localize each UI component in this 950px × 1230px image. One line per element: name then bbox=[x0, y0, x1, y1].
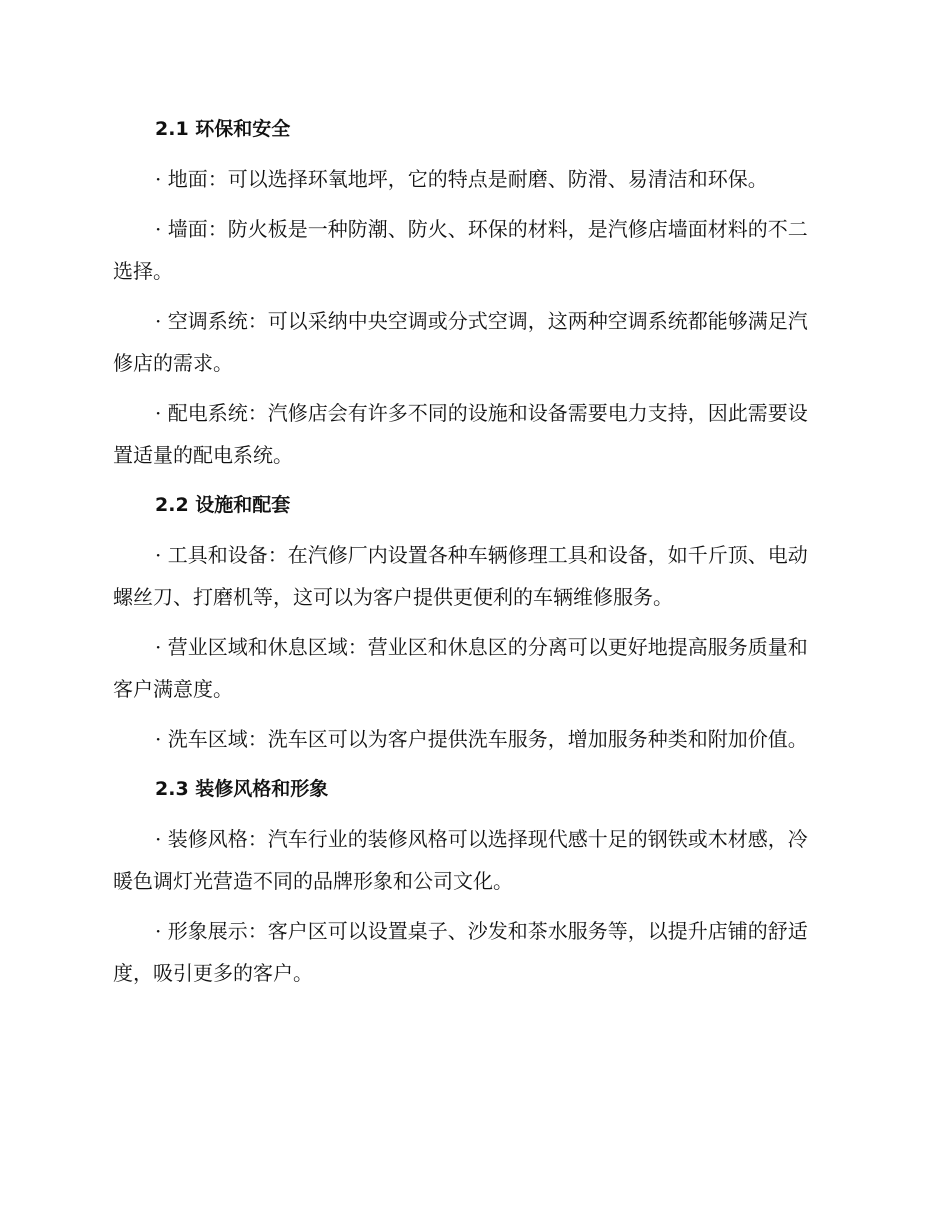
section-heading: 2.1 环保和安全 bbox=[155, 118, 291, 140]
section-heading: 2.2 设施和配套 bbox=[155, 494, 291, 516]
paragraph: · 装修风格：汽车行业的装修风格可以选择现代感十足的钢铁或木材感，冷暖色调灯光营造不同的品牌形象和公司文化。 bbox=[113, 827, 808, 893]
paragraph: · 营业区域和休息区域：营业区和休息区的分离可以更好地提高服务质量和客户满意度。 bbox=[113, 635, 808, 701]
paragraph: · 墙面：防火板是一种防潮、防火、环保的材料，是汽修店墙面材料的不二选择。 bbox=[113, 217, 808, 283]
document-body bbox=[113, 108, 825, 1002]
paragraph: · 工具和设备：在汽修厂内设置各种车辆修理工具和设备，如千斤顶、电动螺丝刀、打磨机等，这可以为客户提供更便利的车辆维修服务。 bbox=[113, 543, 808, 609]
paragraph: · 洗车区域：洗车区可以为客户提供洗车服务，增加服务种类和附加价值。 bbox=[155, 727, 808, 751]
paragraph: · 配电系统：汽修店会有许多不同的设施和设备需要电力支持，因此需要设置适量的配电系统。 bbox=[113, 401, 808, 467]
paragraph: · 空调系统：可以采纳中央空调或分式空调，这两种空调系统都能够满足汽修店的需求。 bbox=[113, 309, 808, 375]
paragraph: · 地面：可以选择环氧地坪，它的特点是耐磨、防滑、易清洁和环保。 bbox=[155, 167, 768, 191]
section-heading: 2.3 装修风格和形象 bbox=[155, 778, 329, 800]
paragraph: · 形象展示：客户区可以设置桌子、沙发和茶水服务等，以提升店铺的舒适度，吸引更多的客户。 bbox=[113, 919, 808, 985]
